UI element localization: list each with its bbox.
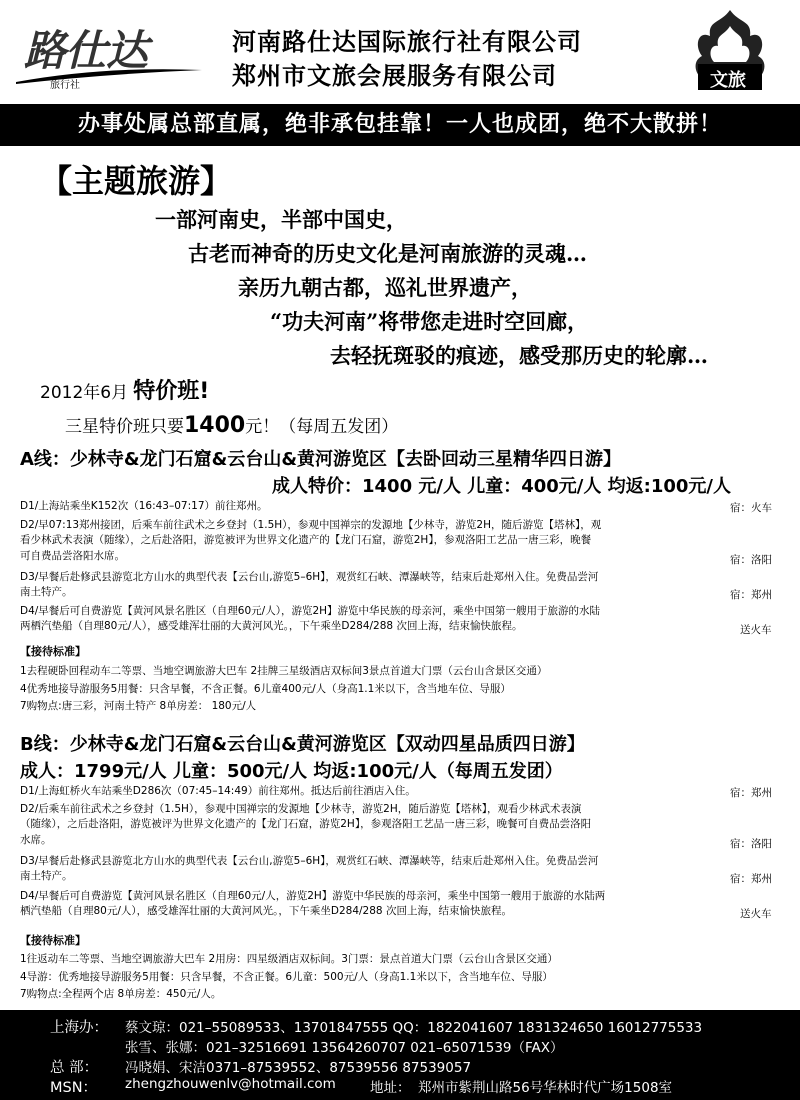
- shanghai-contact-2: 张雪、张娜：021–32516691 13564260707 021–65071539（FAX）: [125, 1040, 564, 1056]
- special-label: 特价班!: [133, 379, 210, 404]
- line-a-day-3-stay: 宿：郑州: [730, 589, 772, 601]
- msn-label: MSN：: [50, 1080, 98, 1096]
- line-a-price: 成人特价：1400 元/人 儿童：400元/人 均返:100元/人: [272, 476, 731, 497]
- line-a-day-1: D1/上海站乘坐K152次（16:43–07:17）前往郑州。: [20, 500, 268, 512]
- poem-line: 去轻抚斑驳的痕迹，感受那历史的轮廓…: [330, 343, 708, 368]
- line-a-day-2-stay: 宿：洛阳: [730, 554, 772, 566]
- line-b-standard-title: 【接待标准】: [20, 934, 86, 947]
- line-b-day-3: D3/早餐后赴修武县游览北方山水的典型代表【云台山,游览5–6H】，观赏红石峡、潭瀑峡等，结束后赴郑州入住。免费品尝河 南土特产。: [20, 855, 599, 883]
- header: [0, 0, 800, 104]
- company-logo: [14, 14, 204, 94]
- line-b-day-2-stay: 宿：洛阳: [730, 838, 772, 850]
- right-logo: [680, 6, 780, 98]
- line-b-day-1: D1/上海虹桥火车站乘坐D286次（07:45–14:49）前往郑州。抵达后前往酒店入住。: [20, 785, 416, 797]
- line-b-day-2: D2/后乘车前往武术之乡登封（1.5H），参观中国禅宗的发源地【少林寺，游览2H，随后游览【塔林】，观看少林武术表演 （随缘），之后赴洛阳，游览被评为世界文化遗产的【龙门石窟，游览2H】，参观洛阳工艺品一唐三彩，晚餐可自费品尝洛阳 水席。: [20, 803, 592, 846]
- logo-subtext: 旅行社: [50, 80, 80, 91]
- line-b-day-3-stay: 宿：郑州: [730, 873, 772, 885]
- line-a-day-2: D2/早07:13郑州接团，后乘车前往武术之乡登封（1.5H），参观中国禅宗的发源地【少林寺，游览2H，随后游览【塔林】，观 看少林武术表演（随缘），之后赴洛阳，游览被评为世界文化遗产的【龙门石窟，游览2H】，参观洛阳工艺品一唐三彩，晚餐 可自费品尝洛阳水席。: [20, 519, 602, 562]
- hq-contact: 冯晓娟、宋洁0371–87539552、87539556 87539057: [125, 1060, 472, 1076]
- line-b-price: 成人：1799元/人 儿童：500元/人 均返:100元/人（每周五发团）: [20, 761, 563, 782]
- poem-line: 古老而神奇的历史文化是河南旅游的灵魂…: [188, 241, 587, 266]
- poem-line: 亲历九朝古都，巡礼世界遗产，: [238, 275, 532, 300]
- line-a-day-1-stay: 宿：火车: [730, 502, 772, 514]
- shanghai-contact: 蔡文琼：021–55089533、13701847555 QQ：1822041607 1831324650 16012775533: [125, 1020, 703, 1036]
- line-a-day-4: D4/早餐后可自费游览【黄河风景名胜区（自理60元/人），游览2H】游览中华民族的母亲河，乘坐中国第一艘用于旅游的水陆 两栖汽垫船（自理80元/人），感受雄浑壮丽的大黄河风光。，下午乘坐D284/288 次回上海，结束愉快旅程。: [20, 605, 601, 633]
- address: 郑州市紫荆山路56号华林时代广场1508室: [418, 1080, 673, 1096]
- line-a-title: A线：少林寺&龙门石窟&云台山&黄河游览区【去卧回动三星精华四日游】: [20, 449, 622, 470]
- msn-address[interactable]: zhengzhouwenlv@hotmail.com: [125, 1076, 336, 1092]
- theme-title: 【主题旅游】: [40, 162, 233, 200]
- shanghai-label: 上海办：: [50, 1020, 108, 1036]
- special-month: 2012年6月: [40, 383, 129, 403]
- footer-contact: [0, 1010, 800, 1100]
- poem-line: “功夫河南”将带您走进时空回廊，: [270, 309, 589, 334]
- line-a-day-3: D3/早餐后赴修武县游览北方山水的典型代表【云台山,游览5–6H】，观赏红石峡、潭瀑峡等，结束后赴郑州入住。免费品尝河 南土特产。: [20, 571, 599, 599]
- offer-prefix: 三星特价班只要: [65, 417, 184, 437]
- company-name-1: 河南路仕达国际旅行社有限公司: [232, 28, 582, 56]
- slogan-bar: 办事处属总部直属，绝非承包挂靠！一人也成团，绝不大散拼！: [0, 104, 800, 146]
- line-b-title: B线：少林寺&龙门石窟&云台山&黄河游览区【双动四星品质四日游】: [20, 734, 585, 755]
- line-a-standard-title: 【接待标准】: [20, 645, 86, 658]
- hq-label: 总 部：: [50, 1060, 99, 1076]
- right-logo-text: 文旅: [710, 70, 746, 91]
- company-name-2: 郑州市文旅会展服务有限公司: [232, 62, 557, 90]
- offer-suffix: 元！（每周五发团）: [245, 417, 399, 437]
- logo-text: 路仕达: [24, 26, 148, 75]
- line-a-day-4-stay: 送火车: [740, 624, 772, 636]
- line-b-day-4-stay: 送火车: [740, 908, 772, 920]
- address-label: 地址：: [370, 1080, 411, 1096]
- special-offer: [65, 412, 398, 438]
- line-b-day-4: D4/早餐后可自费游览【黄河风景名胜区（自理60元/人，游览2H】游览中华民族的母亲河，乘坐中国第一艘用于旅游的水陆两 栖汽垫船（自理80元/人），感受雄浑壮丽的大黄河风光。，下午乘坐D284/288 次回上海，结束愉快旅程。: [20, 890, 606, 918]
- poem-line: 一部河南史，半部中国史，: [155, 207, 407, 232]
- line-b-day-1-stay: 宿：郑州: [730, 787, 772, 799]
- offer-price: 1400: [184, 413, 246, 438]
- line-b-standards: 1往返动车二等票、当地空调旅游大巴车 2用房：四星级酒店双标间。3门票：景点首道大门票（云台山含景区交通） 4导游：优秀地接导游服务5用餐：只含早餐，不含正餐。6儿童：500元/人（身高1.1米以下，含当地车位、导服） 7购物点:全程两个店 8单房差：450元/人。: [20, 953, 558, 1000]
- special-heading: [40, 374, 209, 405]
- line-a-standards: 1去程硬卧回程动车二等票、当地空调旅游大巴车 2挂牌三星级酒店双标间3景点首道大门票（云台山含景区交通） 4优秀地接导游服务5用餐：只含早餐，不含正餐。6儿童400元/人（身高1.1米以下，含当地车位、导服） 7购物点:唐三彩，河南土特产 8单房差： 180元/人: [20, 665, 548, 712]
